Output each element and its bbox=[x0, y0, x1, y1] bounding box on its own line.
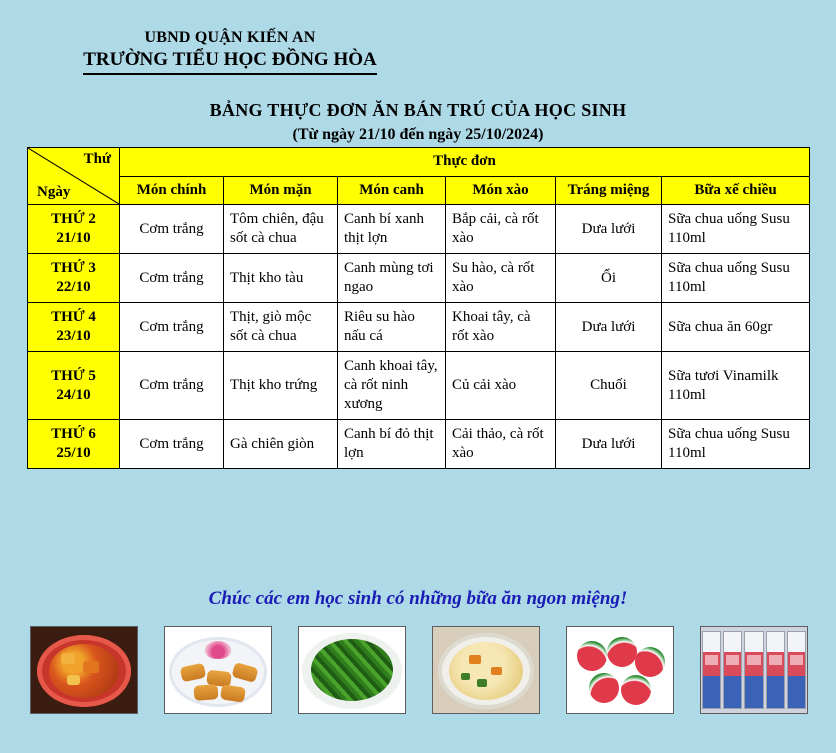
row-day-name: THỨ 5 bbox=[51, 367, 96, 384]
table-header-row-columns bbox=[28, 176, 810, 205]
corner-label-date: Ngày bbox=[37, 184, 71, 200]
cell-stirfry: Su hào, cà rốt xào bbox=[446, 254, 556, 303]
page-title: BẢNG THỰC ĐƠN ĂN BÁN TRÚ CỦA HỌC SINH bbox=[209, 100, 627, 120]
cell-main-dish: Cơm trắng bbox=[120, 205, 224, 254]
cell-soup: Canh khoai tây, cà rốt ninh xương bbox=[338, 352, 446, 420]
table-row bbox=[28, 205, 810, 254]
cell-dessert: Ổi bbox=[556, 254, 662, 303]
menu-table-container bbox=[27, 147, 809, 469]
row-day-cell bbox=[28, 254, 120, 303]
row-day-cell bbox=[28, 420, 120, 469]
row-day-date: 25/10 bbox=[56, 445, 91, 461]
cell-main-dish: Cơm trắng bbox=[120, 420, 224, 469]
cell-savoury-dish: Thịt kho tàu bbox=[224, 254, 338, 303]
cell-main-dish: Cơm trắng bbox=[120, 254, 224, 303]
cell-dessert: Dưa lưới bbox=[556, 205, 662, 254]
row-day-cell bbox=[28, 205, 120, 254]
row-day-cell bbox=[28, 303, 120, 352]
cell-savoury-dish: Thịt kho trứng bbox=[224, 352, 338, 420]
table-row bbox=[28, 420, 810, 469]
cell-stirfry: Củ cải xào bbox=[446, 352, 556, 420]
photo-watermelon-slices bbox=[566, 626, 674, 714]
cell-afternoon-snack: Sữa chua uống Susu 110ml bbox=[662, 254, 810, 303]
column-header-savoury-dish: Món mặn bbox=[224, 176, 338, 205]
table-header-row-group bbox=[28, 148, 810, 177]
organization-line-1: UBND QUẬN KIẾN AN bbox=[144, 29, 316, 46]
page-subtitle: (Từ ngày 21/10 đến ngày 25/10/2024) bbox=[292, 126, 544, 143]
group-header-menu: Thực đơn bbox=[120, 148, 810, 177]
cell-savoury-dish: Thịt, giò mộc sốt cà chua bbox=[224, 303, 338, 352]
cell-soup: Canh bí xanh thịt lợn bbox=[338, 205, 446, 254]
cell-afternoon-snack: Sữa chua uống Susu 110ml bbox=[662, 420, 810, 469]
photo-stir-fried-greens bbox=[298, 626, 406, 714]
column-header-stirfry: Món xào bbox=[446, 176, 556, 205]
wish-message: Chúc các em học sinh có những bữa ăn ngon miệng! bbox=[208, 588, 628, 609]
food-photo-strip bbox=[30, 626, 808, 714]
photo-fried-fish-plate bbox=[164, 626, 272, 714]
column-header-dessert: Tráng miệng bbox=[556, 176, 662, 205]
cell-main-dish: Cơm trắng bbox=[120, 352, 224, 420]
cell-afternoon-snack: Sữa chua uống Susu 110ml bbox=[662, 205, 810, 254]
organization-header bbox=[30, 28, 430, 75]
cell-dessert: Dưa lưới bbox=[556, 303, 662, 352]
row-day-name: THỨ 4 bbox=[51, 309, 96, 325]
photo-milk-cartons bbox=[700, 626, 808, 714]
menu-table bbox=[27, 147, 810, 469]
cell-dessert: Chuối bbox=[556, 352, 662, 420]
cell-afternoon-snack: Sữa tươi Vinamilk 110ml bbox=[662, 352, 810, 420]
row-day-name: THỨ 6 bbox=[51, 426, 96, 442]
column-header-afternoon-snack: Bữa xế chiều bbox=[662, 176, 810, 205]
column-header-soup: Món canh bbox=[338, 176, 446, 205]
photo-braised-dish bbox=[30, 626, 138, 714]
corner-header-cell bbox=[28, 148, 120, 205]
title-block bbox=[0, 98, 836, 146]
row-day-date: 22/10 bbox=[56, 279, 91, 295]
organization-line-2: TRƯỜNG TIỂU HỌC ĐỒNG HÒA bbox=[83, 48, 376, 75]
cell-soup: Canh bí đỏ thịt lợn bbox=[338, 420, 446, 469]
row-day-name: THỨ 3 bbox=[51, 260, 96, 276]
photo-soup-bowl bbox=[432, 626, 540, 714]
table-row bbox=[28, 254, 810, 303]
column-header-main-dish: Món chính bbox=[120, 176, 224, 205]
cell-stirfry: Khoai tây, cà rốt xào bbox=[446, 303, 556, 352]
row-day-cell bbox=[28, 352, 120, 420]
cell-afternoon-snack: Sữa chua ăn 60gr bbox=[662, 303, 810, 352]
table-row bbox=[28, 303, 810, 352]
table-row bbox=[28, 352, 810, 420]
cell-savoury-dish: Gà chiên giòn bbox=[224, 420, 338, 469]
cell-stirfry: Cải thảo, cà rốt xào bbox=[446, 420, 556, 469]
cell-dessert: Dưa lưới bbox=[556, 420, 662, 469]
cell-soup: Canh mùng tơi ngao bbox=[338, 254, 446, 303]
cell-stirfry: Bắp cải, cà rốt xào bbox=[446, 205, 556, 254]
cell-main-dish: Cơm trắng bbox=[120, 303, 224, 352]
row-day-date: 21/10 bbox=[56, 230, 91, 246]
cell-soup: Riêu su hào nấu cá bbox=[338, 303, 446, 352]
row-day-name: THỨ 2 bbox=[51, 211, 96, 227]
row-day-date: 23/10 bbox=[56, 328, 91, 344]
row-day-date: 24/10 bbox=[56, 386, 91, 403]
cell-savoury-dish: Tôm chiên, đậu sốt cà chua bbox=[224, 205, 338, 254]
corner-label-weekday: Thứ bbox=[83, 151, 111, 167]
